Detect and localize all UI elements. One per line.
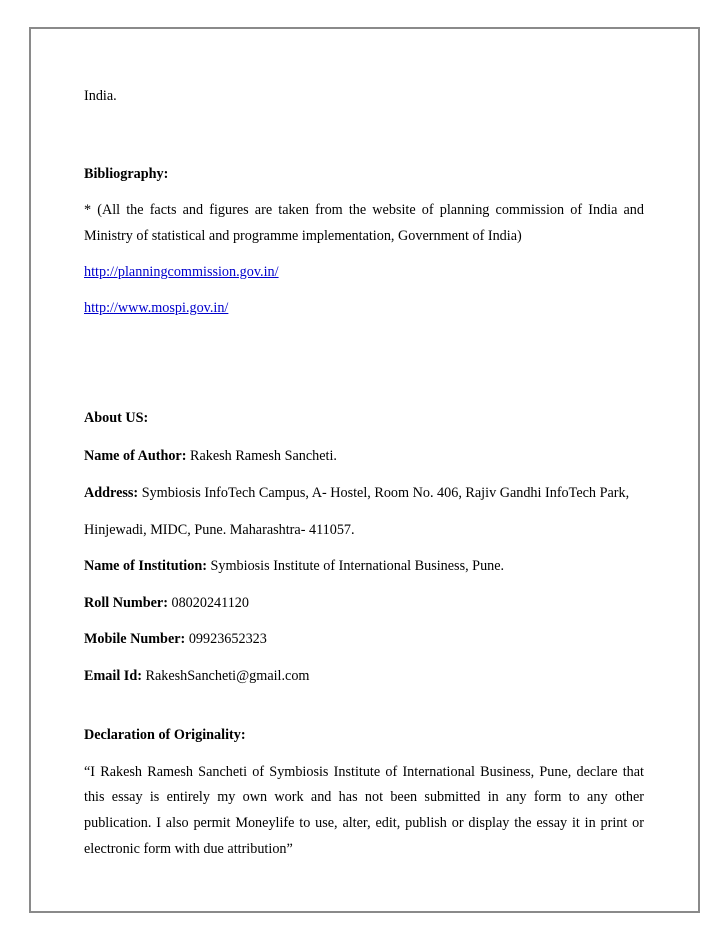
email-row (84, 667, 309, 685)
address-row (84, 484, 629, 502)
bibliography-heading: Bibliography: (84, 166, 169, 182)
institution-label: Name of Institution: (84, 558, 207, 574)
mobile-number-label: Mobile Number: (84, 631, 186, 647)
declaration-line-2: this essay is entirely my own work and has not been submitted in any form to any other (84, 789, 644, 805)
roll-number-row (84, 594, 249, 612)
bibliography-link-planning-commission[interactable]: http://planningcommission.gov.in/ (84, 264, 279, 280)
mobile-number-value: 09923652323 (185, 631, 267, 647)
declaration-line-3: publication. I also permit Moneylife to use, alter, edit, publish or display the essay it in print or (84, 815, 644, 831)
bibliography-note-line-1: * (All the facts and figures are taken from the website of planning commission of India and (84, 202, 644, 218)
address-label: Address: (84, 485, 139, 501)
roll-number-label: Roll Number: (84, 595, 168, 611)
address-line-2: Hinjewadi, MIDC, Pune. Maharashtra- 411057. (84, 522, 355, 538)
intro-tail-text: India. (84, 88, 117, 104)
institution-value: Symbiosis Institute of International Business, Pune. (206, 558, 505, 574)
declaration-line-4: electronic form with due attribution” (84, 841, 293, 857)
about-heading: About US: (84, 410, 149, 426)
email-value: RakeshSancheti@gmail.com (141, 668, 310, 684)
declaration-line-1: “I Rakesh Ramesh Sancheti of Symbiosis Institute of International Business, Pune, declare that (84, 764, 644, 780)
mobile-number-row (84, 630, 267, 648)
address-value: Symbiosis InfoTech Campus, A- Hostel, Room No. 406, Rajiv Gandhi InfoTech Park, (138, 485, 630, 501)
author-label: Name of Author: (84, 448, 187, 464)
bibliography-note-line-2: Ministry of statistical and programme implementation, Government of India) (84, 228, 522, 244)
roll-number-value: 08020241120 (167, 595, 249, 611)
email-label: Email Id: (84, 668, 142, 684)
bibliography-link-mospi[interactable]: http://www.mospi.gov.in/ (84, 300, 229, 316)
author-row (84, 447, 337, 465)
institution-row (84, 557, 504, 575)
author-value: Rakesh Ramesh Sancheti. (186, 448, 337, 464)
declaration-heading: Declaration of Originality: (84, 727, 246, 743)
